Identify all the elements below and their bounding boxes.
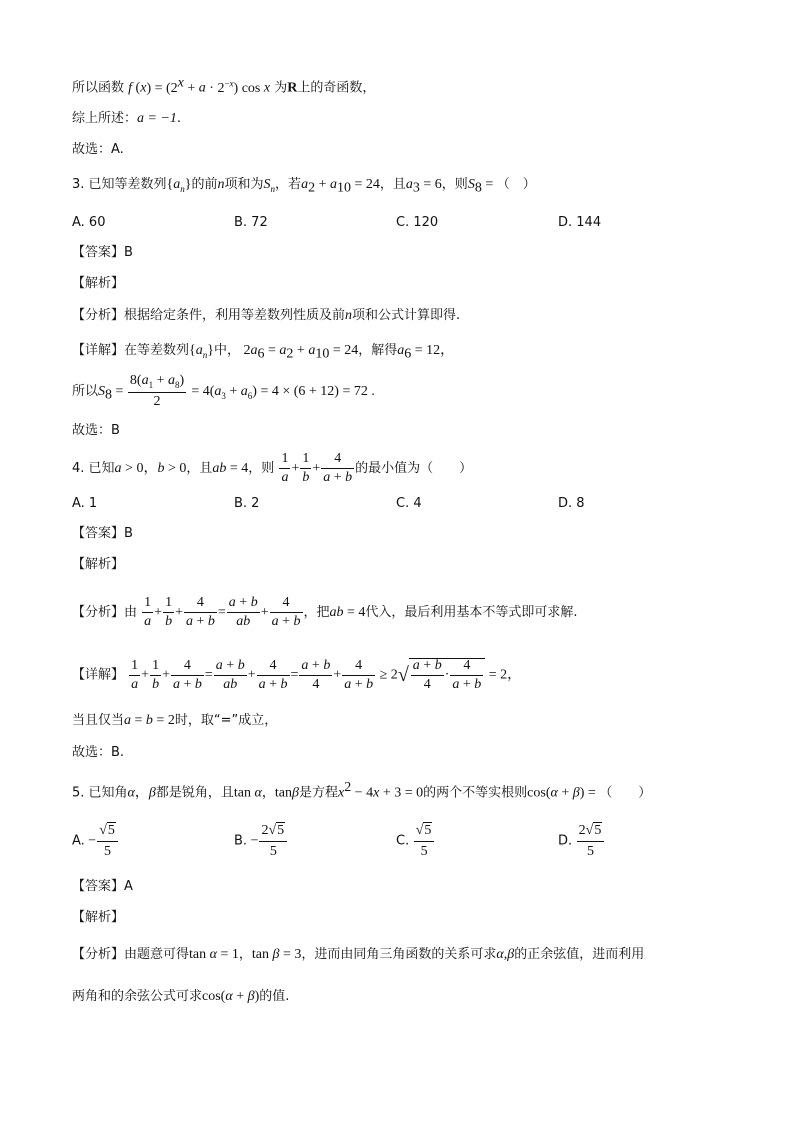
text: 代入，最后利用基本不等式即可求解. — [365, 605, 578, 620]
text: 5. 已知角 — [72, 785, 128, 801]
q4-option-a: A. 1 — [72, 496, 98, 511]
text: （ ） — [496, 177, 536, 192]
text: 3. 已知等差数列 — [72, 177, 167, 192]
q3-choice: 故选：B — [72, 423, 120, 438]
text: 的两个不等实根则 — [423, 785, 528, 801]
text: 【详解】在等差数列 — [72, 343, 190, 358]
option-label: B. — [234, 833, 248, 849]
q4-option-b: B. 2 — [234, 496, 260, 511]
text: ，且 — [186, 461, 213, 476]
q4-detail: 【详解】 $\frac{1}{a}$ + $\frac{1}{b}$ + $\frac{4}{a + b}$ = $\frac{a + b}{ab}$ + $\frac{4}{a + b}$ = $\frac{a + b}{4}$ + $\frac{4}{a + b}$ ≥ 2√ $\frac{a + b}{4}$ · $\frac{4}{a + b}$ = 2， — [72, 657, 522, 692]
q4-choice: 故选：B. — [72, 745, 125, 760]
question-3-stem: 3. 已知等差数列$\{a_n\}$的前n项和为$S_n$，若$a_2 + a_{10} = 24$，且$a_3 = 6$，则$S_8$ = （ ） — [72, 177, 536, 196]
text: 所以函数 — [72, 80, 125, 96]
text: 都是锐角，且 — [155, 785, 234, 801]
text: 的正余弦值，进而利用 — [514, 947, 645, 962]
math-a-value: a = −1 — [137, 111, 177, 126]
q4-option-c: C. 4 — [396, 496, 422, 511]
text: 的值. — [259, 989, 290, 1004]
q4-analysis: 【分析】由 $\frac{1}{a}$ + $\frac{1}{b}$ + $\frac{4}{a + b}$ = $\frac{a + b}{ab}$ + $\frac{4}{a + b}$ ，把ab = 4代入，最后利用基本不等式即可求解. — [72, 595, 578, 629]
text: 【分析】根据给定条件，利用等差数列性质及前 — [72, 308, 346, 323]
text: 综上所述： — [72, 111, 138, 126]
text: 【分析】由题意可得 — [72, 947, 190, 962]
q3-answer: 【答案】B — [72, 245, 133, 260]
text: 当且仅当 — [72, 713, 125, 728]
q4-equality-condition: 当且仅当a = b = 2时，取“=”成立， — [72, 713, 278, 728]
text: ， — [238, 947, 252, 962]
text: ，则 — [248, 461, 275, 476]
option-label: C. — [396, 833, 410, 849]
real-set-symbol: R — [287, 80, 298, 96]
text: 时，取“=”成立， — [174, 713, 278, 728]
text: 中， — [213, 343, 240, 358]
text: ，解得 — [358, 343, 398, 358]
text: ，把 — [303, 605, 330, 620]
q3-sum-formula: 所以$S_8$ = $\frac{8(a_1 + a_8)}{2}$ = $4(a_3 + a_6) = 4 \times (6 + 12) = 72$ . — [72, 373, 375, 409]
text: 是方程 — [298, 785, 338, 801]
q5-option-d: D. $\frac{2√5}{5}$ — [558, 822, 605, 860]
text: 【详解】 — [72, 667, 125, 683]
text: ， — [261, 785, 275, 801]
text: ，则 — [441, 177, 468, 192]
answer-choice-line: 故选：A. — [72, 142, 124, 157]
q5-jiexi: 【解析】 — [72, 910, 125, 925]
text: 项和公式计算即得. — [352, 308, 461, 323]
text: 两角和的余弦公式可求 — [72, 989, 203, 1004]
conclusion-line-1: 所以函数 f $(x) = (2^x + a \cdot 2^{-x})$ cos x 为R上的奇函数， — [72, 75, 376, 96]
q5-analysis-1: 【分析】由题意可得tan α = 1，tan β = 3，进而由同角三角函数的关系可求α,β的正余弦值，进而利用 — [72, 947, 645, 962]
text: ，若 — [275, 177, 302, 192]
question-4-stem: 4. 已知a > 0，b > 0，且ab = 4，则 $\frac{1}{a}$ + $\frac{1}{b}$ + $\frac{4}{a + b}$ 的最小值为（ ） — [72, 451, 473, 485]
option-label: A. — [72, 833, 85, 849]
text: 项和为 — [224, 177, 264, 192]
q5-answer: 【答案】A — [72, 879, 133, 894]
text: （ ） — [599, 785, 652, 801]
q3-option-a: A. 60 — [72, 215, 106, 230]
q5-option-a: A. − $\frac{√5}{5}$ — [72, 822, 119, 860]
q3-detail: 【详解】在等差数列$\{a_n\}$中， $2a_6 = a_2 + a_{10} = 24$，解得$a_6 = 12$， — [72, 343, 455, 362]
text: 的最小值为（ ） — [355, 461, 473, 476]
text: ，进而由同角三角函数的关系可求 — [301, 947, 497, 962]
q3-option-c: C. 120 — [396, 215, 439, 230]
text: 上的奇函数， — [297, 80, 376, 96]
q5-option-c: C. $\frac{√5}{5}$ — [396, 822, 435, 860]
text: 4. 已知 — [72, 461, 115, 476]
text: 【分析】由 — [72, 605, 138, 620]
q3-option-d: D. 144 — [558, 215, 602, 230]
q5-option-b: B. − $\frac{2√5}{5}$ — [234, 822, 288, 860]
text: 为 — [274, 80, 288, 96]
option-label: D. — [558, 833, 573, 849]
q3-option-b: B. 72 — [234, 215, 268, 230]
q4-jiexi: 【解析】 — [72, 557, 125, 572]
q3-jiexi: 【解析】 — [72, 276, 125, 291]
q4-option-d: D. 8 — [558, 496, 585, 511]
q4-answer: 【答案】B — [72, 526, 133, 541]
text: 的前 — [191, 177, 218, 192]
question-5-stem: 5. 已知角α，β都是锐角，且tan α，tanβ是方程$x^2 - 4x + 3 = 0$的两个不等实根则cos(α + β) = （ ） — [72, 780, 652, 801]
text: 所以 — [72, 383, 99, 399]
conclusion-line-2: 综上所述：a = −1. — [72, 111, 182, 126]
text: ，且 — [379, 177, 406, 192]
q3-analysis: 【分析】根据给定条件，利用等差数列性质及前n项和公式计算即得. — [72, 308, 461, 323]
q5-analysis-2: 两角和的余弦公式可求cos(α + β)的值. — [72, 989, 290, 1004]
